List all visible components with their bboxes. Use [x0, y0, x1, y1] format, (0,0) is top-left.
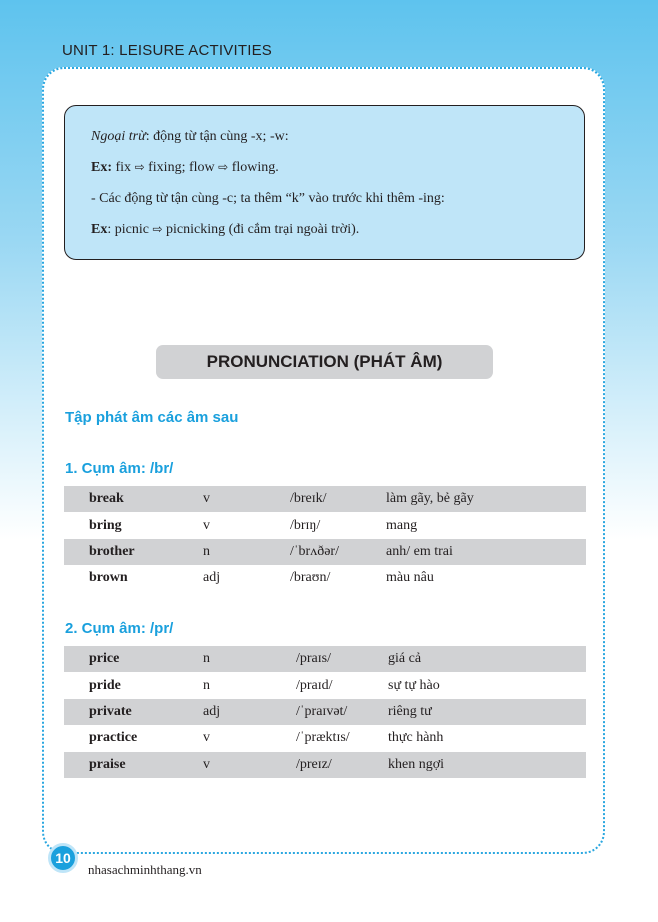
meaning: làm gãy, bẻ gãy	[386, 491, 474, 507]
grammar-note-box	[64, 105, 585, 260]
part-of-speech: adj	[203, 703, 221, 719]
note-line-1: Ngoại trừ: động từ tận cùng -x; -w:	[91, 129, 289, 144]
word: pride	[89, 677, 121, 693]
table-row	[64, 672, 586, 698]
word-table-pr	[64, 646, 586, 778]
part-of-speech: v	[203, 756, 210, 772]
note-line-3: - Các động từ tận cùng -c; ta thêm “k” vào trước khi thêm -ing:	[91, 191, 445, 206]
meaning: màu nâu	[386, 570, 434, 586]
part-of-speech: v	[203, 517, 210, 533]
word: bring	[89, 517, 122, 533]
unit-title: UNIT 1: LEISURE ACTIVITIES	[62, 42, 272, 59]
meaning: sự tự hào	[388, 677, 440, 693]
arrow-right-icon: ⇨	[218, 160, 229, 174]
word: private	[89, 703, 132, 719]
group-heading-br: 1. Cụm âm: /br/	[65, 460, 174, 477]
word-table-br	[64, 486, 586, 592]
word: brother	[89, 543, 135, 559]
ipa: /ˈpræktɪs/	[296, 730, 350, 746]
meaning: mang	[386, 517, 418, 533]
part-of-speech: n	[203, 677, 210, 693]
table-row	[64, 512, 586, 538]
part-of-speech: v	[203, 491, 210, 507]
section-title-pronunciation: PRONUNCIATION (PHÁT ÂM)	[156, 345, 493, 379]
page-number-badge: 10	[48, 843, 78, 873]
part-of-speech: adj	[203, 570, 221, 586]
note-line-2: Ex: fix ⇨ fixing; flow ⇨ flowing.	[91, 160, 279, 175]
group-heading-pr: 2. Cụm âm: /pr/	[65, 620, 174, 637]
table-row	[64, 699, 586, 725]
meaning: giá cả	[388, 651, 422, 667]
meaning: anh/ em trai	[386, 543, 453, 559]
ipa: /praɪs/	[296, 651, 331, 667]
word: praise	[89, 756, 126, 772]
table-row	[64, 565, 586, 591]
arrow-right-icon: ⇨	[134, 160, 145, 174]
table-row	[64, 725, 586, 751]
meaning: thực hành	[388, 730, 444, 746]
part-of-speech: v	[203, 730, 210, 746]
ipa: /praɪd/	[296, 677, 333, 693]
ipa: /brɪŋ/	[290, 517, 321, 533]
part-of-speech: n	[203, 543, 210, 559]
part-of-speech: n	[203, 651, 210, 667]
word: price	[89, 651, 120, 667]
meaning: riêng tư	[388, 703, 432, 719]
ipa: /braʊn/	[290, 570, 331, 586]
ipa: /preɪz/	[296, 756, 332, 772]
ipa: /ˈpraɪvət/	[296, 703, 348, 719]
meaning: khen ngợi	[388, 756, 445, 772]
note-label-exception: Ngoại trừ	[91, 129, 146, 144]
arrow-right-icon: ⇨	[152, 222, 163, 236]
ipa: /breɪk/	[290, 491, 327, 507]
note-line-4: Ex: picnic ⇨ picnicking (đi cắm trại ngoài trời).	[91, 222, 360, 237]
table-row	[64, 646, 586, 672]
ipa: /ˈbrʌðər/	[290, 543, 339, 559]
website-footer: nhasachminhthang.vn	[88, 862, 202, 877]
word: practice	[89, 730, 138, 746]
table-row	[64, 752, 586, 778]
word: brown	[89, 570, 128, 586]
word: break	[89, 491, 124, 507]
table-row	[64, 539, 586, 565]
table-row	[64, 486, 586, 512]
instruction-heading: Tập phát âm các âm sau	[65, 409, 239, 426]
